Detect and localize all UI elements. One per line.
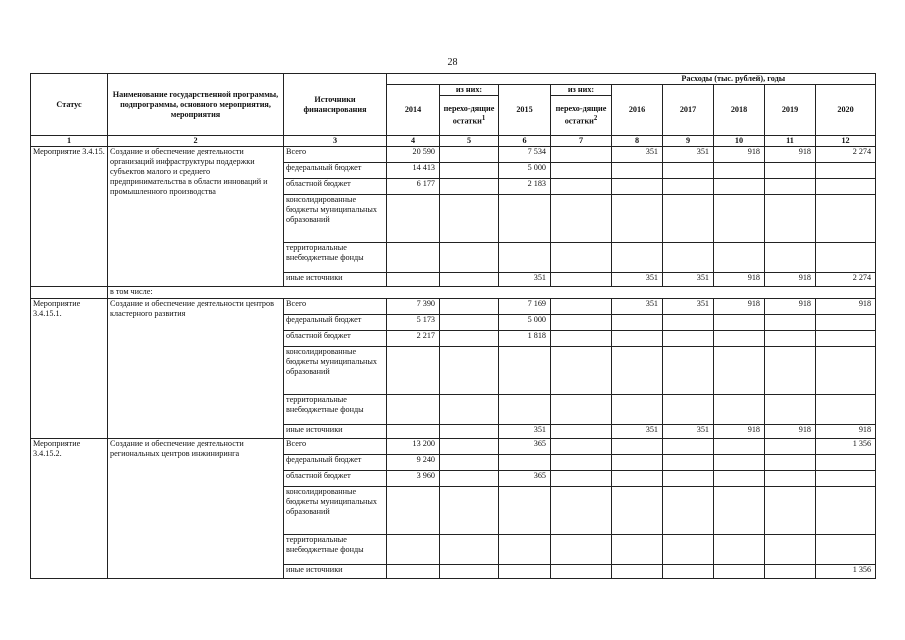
value-cell: 7 390: [387, 299, 440, 315]
value-cell: [440, 487, 499, 535]
budget-table: [30, 73, 876, 579]
value-cell: [551, 347, 612, 395]
value-cell: [551, 471, 612, 487]
value-cell: [551, 163, 612, 179]
value-cell: [387, 395, 440, 425]
value-cell: [440, 565, 499, 579]
value-cell: [612, 163, 663, 179]
value-cell: [816, 315, 876, 331]
value-cell: [612, 439, 663, 455]
source-cell: областной бюджет: [284, 471, 387, 487]
source-cell: федеральный бюджет: [284, 163, 387, 179]
source-cell: областной бюджет: [284, 331, 387, 347]
value-cell: [387, 243, 440, 273]
value-cell: [663, 163, 714, 179]
value-cell: 351: [612, 273, 663, 287]
value-cell: [714, 535, 765, 565]
value-cell: [551, 195, 612, 243]
value-cell: [663, 471, 714, 487]
value-cell: 918: [765, 273, 816, 287]
source-cell: областной бюджет: [284, 179, 387, 195]
col-number: 6: [499, 136, 551, 147]
header-expenses: Расходы (тыс. рублей), годы: [387, 74, 876, 85]
table-row: [31, 439, 876, 455]
footnote-mark-1: 1: [481, 115, 486, 123]
value-cell: [387, 425, 440, 439]
value-cell: [714, 439, 765, 455]
value-cell: 5 000: [499, 163, 551, 179]
value-cell: [816, 535, 876, 565]
value-cell: 5 000: [499, 315, 551, 331]
value-cell: [714, 471, 765, 487]
value-cell: [499, 455, 551, 471]
col-number: 10: [714, 136, 765, 147]
value-cell: 918: [765, 425, 816, 439]
value-cell: [663, 565, 714, 579]
value-cell: 1 356: [816, 439, 876, 455]
value-cell: 351: [663, 273, 714, 287]
header-2019: 2019: [765, 85, 816, 136]
measure-name-cell: Создание и обеспечение деятельности центров кластерного развития: [108, 299, 284, 439]
value-cell: [440, 147, 499, 163]
header-perehod-1-text: перехо-дящие остатки: [443, 104, 495, 126]
header-sources: Источники финансирования: [284, 74, 387, 136]
value-cell: [612, 455, 663, 471]
header-name: Наименование государственной программы, подпрограммы, основного мероприятия, мероприятия: [108, 74, 284, 136]
source-cell: территориальные внебюджетные фонды: [284, 243, 387, 273]
col-number: 2: [108, 136, 284, 147]
value-cell: [499, 565, 551, 579]
value-cell: 13 200: [387, 439, 440, 455]
value-cell: 351: [612, 425, 663, 439]
value-cell: [663, 455, 714, 471]
value-cell: [714, 395, 765, 425]
value-cell: [440, 299, 499, 315]
value-cell: [663, 315, 714, 331]
value-cell: [612, 243, 663, 273]
value-cell: [765, 455, 816, 471]
value-cell: [387, 273, 440, 287]
value-cell: [551, 243, 612, 273]
value-cell: [714, 331, 765, 347]
value-cell: [612, 195, 663, 243]
value-cell: [499, 347, 551, 395]
value-cell: [499, 487, 551, 535]
value-cell: [551, 315, 612, 331]
value-cell: [765, 195, 816, 243]
col-number: 1: [31, 136, 108, 147]
value-cell: [714, 487, 765, 535]
value-cell: [440, 395, 499, 425]
value-cell: [551, 395, 612, 425]
column-number-row: [31, 136, 876, 147]
value-cell: [499, 395, 551, 425]
source-cell: федеральный бюджет: [284, 315, 387, 331]
value-cell: 2 274: [816, 147, 876, 163]
value-cell: 918: [714, 273, 765, 287]
source-cell: консолидированные бюджеты муниципальных образований: [284, 347, 387, 395]
header-2020: 2020: [816, 85, 876, 136]
header-perehod-2-text: перехо-дящие остатки: [555, 104, 607, 126]
value-cell: [612, 395, 663, 425]
table-row: [31, 147, 876, 163]
value-cell: [387, 195, 440, 243]
value-cell: [765, 439, 816, 455]
col-number: 9: [663, 136, 714, 147]
header-2016: 2016: [612, 85, 663, 136]
header-2018: 2018: [714, 85, 765, 136]
table-row: [31, 299, 876, 315]
value-cell: 2 183: [499, 179, 551, 195]
source-cell: федеральный бюджет: [284, 455, 387, 471]
value-cell: [765, 331, 816, 347]
source-cell: Всего: [284, 439, 387, 455]
value-cell: [765, 471, 816, 487]
value-cell: [551, 487, 612, 535]
value-cell: [612, 347, 663, 395]
value-cell: 7 169: [499, 299, 551, 315]
value-cell: 7 534: [499, 147, 551, 163]
col-number: 3: [284, 136, 387, 147]
header-2015: 2015: [499, 85, 551, 136]
header-status: Статус: [31, 74, 108, 136]
value-cell: [551, 425, 612, 439]
value-cell: [551, 331, 612, 347]
value-cell: [663, 535, 714, 565]
value-cell: [663, 179, 714, 195]
value-cell: [612, 565, 663, 579]
value-cell: [551, 273, 612, 287]
value-cell: [714, 565, 765, 579]
value-cell: [440, 439, 499, 455]
value-cell: [551, 535, 612, 565]
value-cell: [440, 243, 499, 273]
value-cell: [816, 195, 876, 243]
value-cell: [612, 331, 663, 347]
value-cell: [714, 195, 765, 243]
value-cell: 2 274: [816, 273, 876, 287]
value-cell: [765, 163, 816, 179]
value-cell: [440, 535, 499, 565]
value-cell: 918: [714, 299, 765, 315]
source-cell: иные источники: [284, 425, 387, 439]
header-2017: 2017: [663, 85, 714, 136]
value-cell: [714, 163, 765, 179]
value-cell: 3 960: [387, 471, 440, 487]
header-2014: 2014: [387, 85, 440, 136]
value-cell: [765, 315, 816, 331]
value-cell: 351: [499, 425, 551, 439]
page-number: 28: [447, 57, 458, 68]
value-cell: [816, 455, 876, 471]
header-iz-nih-2: из них:: [551, 85, 612, 96]
col-number: 8: [612, 136, 663, 147]
value-cell: [816, 471, 876, 487]
status-cell: Мероприятие 3.4.15.: [31, 147, 108, 287]
value-cell: 365: [499, 471, 551, 487]
value-cell: [714, 179, 765, 195]
value-cell: [551, 179, 612, 195]
value-cell: 918: [816, 299, 876, 315]
value-cell: [551, 299, 612, 315]
value-cell: 351: [612, 299, 663, 315]
value-cell: 6 177: [387, 179, 440, 195]
value-cell: [663, 439, 714, 455]
value-cell: [663, 347, 714, 395]
value-cell: [551, 565, 612, 579]
value-cell: [612, 487, 663, 535]
value-cell: [499, 535, 551, 565]
status-cell: Мероприятие 3.4.15.2.: [31, 439, 108, 579]
source-cell: консолидированные бюджеты муниципальных образований: [284, 487, 387, 535]
value-cell: [499, 195, 551, 243]
value-cell: [551, 455, 612, 471]
col-number: 12: [816, 136, 876, 147]
value-cell: 1 356: [816, 565, 876, 579]
value-cell: [440, 315, 499, 331]
value-cell: [816, 179, 876, 195]
value-cell: [440, 455, 499, 471]
value-cell: 5 173: [387, 315, 440, 331]
header-perehod-1: [440, 96, 499, 136]
value-cell: [499, 243, 551, 273]
value-cell: [663, 243, 714, 273]
col-number: 11: [765, 136, 816, 147]
value-cell: [440, 331, 499, 347]
header-perehod-2: [551, 96, 612, 136]
value-cell: [663, 487, 714, 535]
in-that-number-label: в том числе:: [108, 287, 876, 299]
value-cell: [765, 179, 816, 195]
value-cell: [612, 315, 663, 331]
value-cell: 365: [499, 439, 551, 455]
value-cell: 14 413: [387, 163, 440, 179]
value-cell: 1 818: [499, 331, 551, 347]
value-cell: 9 240: [387, 455, 440, 471]
value-cell: 918: [765, 299, 816, 315]
value-cell: [663, 331, 714, 347]
measure-name-cell: Создание и обеспечение деятельности региональных центров инжиниринга: [108, 439, 284, 579]
source-cell: территориальные внебюджетные фонды: [284, 395, 387, 425]
value-cell: [714, 243, 765, 273]
in-that-number-row: [31, 287, 876, 299]
source-cell: территориальные внебюджетные фонды: [284, 535, 387, 565]
value-cell: [440, 471, 499, 487]
value-cell: [765, 565, 816, 579]
value-cell: [765, 535, 816, 565]
value-cell: [387, 535, 440, 565]
value-cell: [440, 347, 499, 395]
value-cell: [714, 455, 765, 471]
value-cell: [440, 195, 499, 243]
value-cell: 918: [714, 425, 765, 439]
value-cell: [816, 331, 876, 347]
value-cell: [714, 315, 765, 331]
value-cell: 2 217: [387, 331, 440, 347]
value-cell: [612, 179, 663, 195]
source-cell: Всего: [284, 299, 387, 315]
source-cell: иные источники: [284, 565, 387, 579]
footnote-mark-2: 2: [593, 115, 598, 123]
value-cell: 351: [663, 147, 714, 163]
value-cell: 351: [663, 299, 714, 315]
value-cell: [816, 487, 876, 535]
measure-name-cell: Создание и обеспечение деятельности организаций инфраструктуры поддержки субъектов малого и среднего предпринимательства в области инноваций и промышленного производства: [108, 147, 284, 287]
value-cell: 918: [765, 147, 816, 163]
value-cell: [816, 163, 876, 179]
value-cell: [816, 243, 876, 273]
value-cell: [440, 273, 499, 287]
value-cell: [440, 425, 499, 439]
value-cell: [612, 471, 663, 487]
value-cell: [663, 395, 714, 425]
value-cell: [816, 347, 876, 395]
value-cell: [387, 487, 440, 535]
value-cell: [816, 395, 876, 425]
status-cell: Мероприятие 3.4.15.1.: [31, 299, 108, 439]
source-cell: консолидированные бюджеты муниципальных образований: [284, 195, 387, 243]
value-cell: [612, 535, 663, 565]
value-cell: [765, 395, 816, 425]
value-cell: 918: [714, 147, 765, 163]
value-cell: [714, 347, 765, 395]
value-cell: 20 590: [387, 147, 440, 163]
empty-cell: [31, 287, 108, 299]
value-cell: [440, 179, 499, 195]
value-cell: 918: [816, 425, 876, 439]
header-iz-nih-1: из них:: [440, 85, 499, 96]
value-cell: [387, 347, 440, 395]
value-cell: 351: [663, 425, 714, 439]
value-cell: 351: [499, 273, 551, 287]
source-cell: Всего: [284, 147, 387, 163]
col-number: 4: [387, 136, 440, 147]
value-cell: [387, 565, 440, 579]
col-number: 7: [551, 136, 612, 147]
col-number: 5: [440, 136, 499, 147]
value-cell: 351: [612, 147, 663, 163]
value-cell: [765, 347, 816, 395]
value-cell: [551, 439, 612, 455]
value-cell: [551, 147, 612, 163]
source-cell: иные источники: [284, 273, 387, 287]
value-cell: [765, 487, 816, 535]
value-cell: [440, 163, 499, 179]
value-cell: [663, 195, 714, 243]
value-cell: [765, 243, 816, 273]
